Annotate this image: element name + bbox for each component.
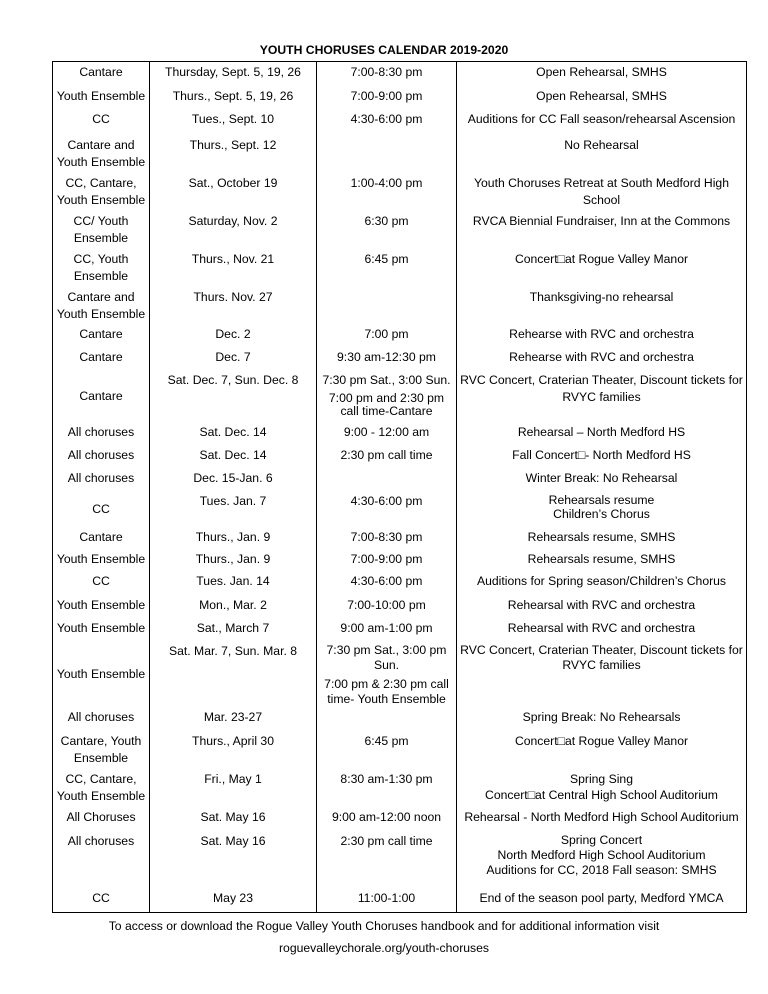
date-cell: Sat. Dec. 7, Sun. Dec. 8 <box>150 370 317 422</box>
event-cell: Rehearsal - North Medford High School Auditorium <box>457 807 747 831</box>
table-row <box>53 641 747 707</box>
table-row <box>53 211 747 249</box>
group-cell: All choruses <box>53 422 150 445</box>
group-cell: All choruses <box>53 831 150 883</box>
event-cell: Winter Break: No Rehearsal <box>457 468 747 491</box>
time-cell <box>317 468 457 491</box>
event-cell: Rehearsal with RVC and orchestra <box>457 618 747 641</box>
call-time-line: 7:00 pm & 2:30 pm call time- Youth Ensemble <box>324 676 449 706</box>
event-cell: RVC Concert, Craterian Theater, Discount tickets for RVYC families <box>457 641 747 707</box>
event-cell: Concert□at Rogue Valley Manor <box>457 249 747 287</box>
call-time-line: 7:00 pm and 2:30 pm call time-Cantare <box>328 390 445 418</box>
group-cell: Cantare <box>53 527 150 549</box>
date-cell: Dec. 15-Jan. 6 <box>150 468 317 491</box>
table-row <box>53 287 747 324</box>
event-cell: Rehearsals resume, SMHS <box>457 549 747 571</box>
event-cell: Rehearse with RVC and orchestra <box>457 324 747 347</box>
table-row <box>53 527 747 549</box>
table-row <box>53 571 747 595</box>
date-cell: Sat. Dec. 14 <box>150 445 317 468</box>
date-cell: Tues., Sept. 10 <box>150 109 317 135</box>
date-cell: Sat. May 16 <box>150 807 317 831</box>
event-cell: End of the season pool party, Medford YMCA <box>457 883 747 913</box>
time-cell: 4:30-6:00 pm <box>317 491 457 527</box>
table-row <box>53 249 747 287</box>
group-cell: Youth Ensemble <box>53 618 150 641</box>
time-cell <box>317 287 457 324</box>
event-cell: Concert□at Rogue Valley Manor <box>457 731 747 769</box>
table-row <box>53 883 747 913</box>
event-line: Rehearsals resume <box>548 492 655 507</box>
date-cell: Dec. 7 <box>150 347 317 370</box>
group-cell: Cantare and Youth Ensemble <box>53 135 150 173</box>
time-cell: 7:00-10:00 pm <box>317 595 457 618</box>
time-line: 7:30 pm Sat., 3:00 Sun. <box>322 372 451 387</box>
date-cell: Sat. Dec. 14 <box>150 422 317 445</box>
table-row <box>53 422 747 445</box>
table-row <box>53 109 747 135</box>
group-cell: All choruses <box>53 445 150 468</box>
event-cell: Open Rehearsal, SMHS <box>457 62 747 86</box>
event-cell: Auditions for Spring season/Children’s Chorus <box>457 571 747 595</box>
event-cell: Rehearsal with RVC and orchestra <box>457 595 747 618</box>
group-cell: Cantare and Youth Ensemble <box>53 287 150 324</box>
table-row <box>53 347 747 370</box>
event-cell: RVCA Biennial Fundraiser, Inn at the Commons <box>457 211 747 249</box>
table-row <box>53 445 747 468</box>
group-cell: Youth Ensemble <box>53 641 150 707</box>
date-cell: Dec. 2 <box>150 324 317 347</box>
date-cell: Tues. Jan. 7 <box>150 491 317 527</box>
date-cell: Sat. Mar. 7, Sun. Mar. 8 <box>150 641 317 707</box>
event-line: Children’s Chorus <box>553 506 650 521</box>
group-cell: CC <box>53 883 150 913</box>
group-cell: CC, Youth Ensemble <box>53 249 150 287</box>
time-cell: 7:00-8:30 pm <box>317 62 457 86</box>
group-cell: All Choruses <box>53 807 150 831</box>
event-cell <box>457 831 747 883</box>
date-cell: Thurs. Nov. 27 <box>150 287 317 324</box>
time-cell: 7:00 pm <box>317 324 457 347</box>
time-cell <box>317 135 457 173</box>
footer-text: To access or download the Rogue Valley Youth Choruses handbook and for additional information visit <box>108 919 660 933</box>
event-cell: Auditions for CC Fall season/rehearsal Ascension <box>457 109 747 135</box>
table-row <box>53 86 747 109</box>
time-cell: 9:30 am-12:30 pm <box>317 347 457 370</box>
time-cell: 7:00-8:30 pm <box>317 527 457 549</box>
date-cell: Thurs., Sept. 5, 19, 26 <box>150 86 317 109</box>
time-line: 7:30 pm Sat., 3:00 pm Sun. <box>326 642 447 672</box>
event-cell: RVC Concert, Craterian Theater, Discount tickets for RVYC families <box>457 370 747 422</box>
table-row <box>53 549 747 571</box>
table-row <box>53 769 747 807</box>
time-cell: 1:00-4:00 pm <box>317 173 457 211</box>
group-cell: All choruses <box>53 468 150 491</box>
calendar-title: YOUTH CHORUSES CALENDAR 2019-2020 <box>259 43 509 57</box>
table-row <box>53 807 747 831</box>
table-row <box>53 595 747 618</box>
table-row <box>53 731 747 769</box>
table-row <box>53 62 747 86</box>
table-row <box>53 135 747 173</box>
time-cell: 2:30 pm call time <box>317 831 457 883</box>
time-cell: 7:00-9:00 pm <box>317 549 457 571</box>
table-row <box>53 324 747 347</box>
date-cell: Thurs., Sept. 12 <box>150 135 317 173</box>
group-cell: Youth Ensemble <box>53 595 150 618</box>
time-cell: 9:00 am-12:00 noon <box>317 807 457 831</box>
group-cell: Youth Ensemble <box>53 549 150 571</box>
date-cell: Thurs., Jan. 9 <box>150 549 317 571</box>
time-cell <box>317 707 457 731</box>
event-cell: Rehearsal – North Medford HS <box>457 422 747 445</box>
date-cell: Thurs., Jan. 9 <box>150 527 317 549</box>
date-cell: Mar. 23-27 <box>150 707 317 731</box>
date-cell: Mon., Mar. 2 <box>150 595 317 618</box>
time-cell: 4:30-6:00 pm <box>317 109 457 135</box>
date-cell: Sat. May 16 <box>150 831 317 883</box>
group-cell: Youth Ensemble <box>53 86 150 109</box>
group-cell: Cantare <box>53 324 150 347</box>
event-line: Spring Sing <box>569 771 633 786</box>
table-row <box>53 173 747 211</box>
group-cell: CC, Cantare, Youth Ensemble <box>53 769 150 807</box>
group-cell: CC <box>53 571 150 595</box>
calendar-table <box>52 61 747 913</box>
date-cell: Sat., March 7 <box>150 618 317 641</box>
date-cell: Thurs., April 30 <box>150 731 317 769</box>
date-cell: May 23 <box>150 883 317 913</box>
time-cell: 6:30 pm <box>317 211 457 249</box>
time-cell: 9:00 am-1:00 pm <box>317 618 457 641</box>
event-cell: Open Rehearsal, SMHS <box>457 86 747 109</box>
time-cell: 6:45 pm <box>317 249 457 287</box>
group-cell: Cantare <box>53 62 150 86</box>
date-cell: Saturday, Nov. 2 <box>150 211 317 249</box>
group-cell: Cantare <box>53 370 150 422</box>
event-line: Spring Concert <box>560 832 643 847</box>
time-cell: 9:00 - 12:00 am <box>317 422 457 445</box>
group-cell: CC <box>53 109 150 135</box>
group-cell: Cantare <box>53 347 150 370</box>
time-cell: 8:30 am-1:30 pm <box>317 769 457 807</box>
table-row <box>53 707 747 731</box>
group-cell: Cantare, Youth Ensemble <box>53 731 150 769</box>
event-cell: Fall Concert□- North Medford HS <box>457 445 747 468</box>
date-cell: Sat., October 19 <box>150 173 317 211</box>
table-row <box>53 831 747 883</box>
event-cell: Thanksgiving-no rehearsal <box>457 287 747 324</box>
table-row <box>53 370 747 422</box>
event-line: Auditions for CC, 2018 Fall season: SMHS <box>486 862 717 877</box>
date-cell: Tues. Jan. 14 <box>150 571 317 595</box>
time-cell: 2:30 pm call time <box>317 445 457 468</box>
time-cell <box>317 641 457 707</box>
group-cell: CC/ Youth Ensemble <box>53 211 150 249</box>
table-row <box>53 491 747 527</box>
time-cell <box>317 370 457 422</box>
time-cell: 4:30-6:00 pm <box>317 571 457 595</box>
event-line: Concert□at Central High School Auditorium <box>485 787 718 802</box>
event-cell: No Rehearsal <box>457 135 747 173</box>
event-cell: Rehearsals resume, SMHS <box>457 527 747 549</box>
group-cell: CC, Cantare, Youth Ensemble <box>53 173 150 211</box>
event-cell <box>457 769 747 807</box>
footer-link[interactable]: roguevalleychorale.org/youth-choruses <box>278 941 489 955</box>
table-row <box>53 468 747 491</box>
date-cell: Thursday, Sept. 5, 19, 26 <box>150 62 317 86</box>
date-cell: Thurs., Nov. 21 <box>150 249 317 287</box>
event-line: North Medford High School Auditorium <box>497 847 706 862</box>
event-cell: Rehearse with RVC and orchestra <box>457 347 747 370</box>
event-cell: Youth Choruses Retreat at South Medford High School <box>457 173 747 211</box>
group-cell: CC <box>53 491 150 527</box>
time-cell: 7:00-9:00 pm <box>317 86 457 109</box>
group-cell: All choruses <box>53 707 150 731</box>
table-row <box>53 618 747 641</box>
event-cell <box>457 491 747 527</box>
time-cell: 11:00-1:00 <box>317 883 457 913</box>
event-cell: Spring Break: No Rehearsals <box>457 707 747 731</box>
time-cell: 6:45 pm <box>317 731 457 769</box>
date-cell: Fri., May 1 <box>150 769 317 807</box>
